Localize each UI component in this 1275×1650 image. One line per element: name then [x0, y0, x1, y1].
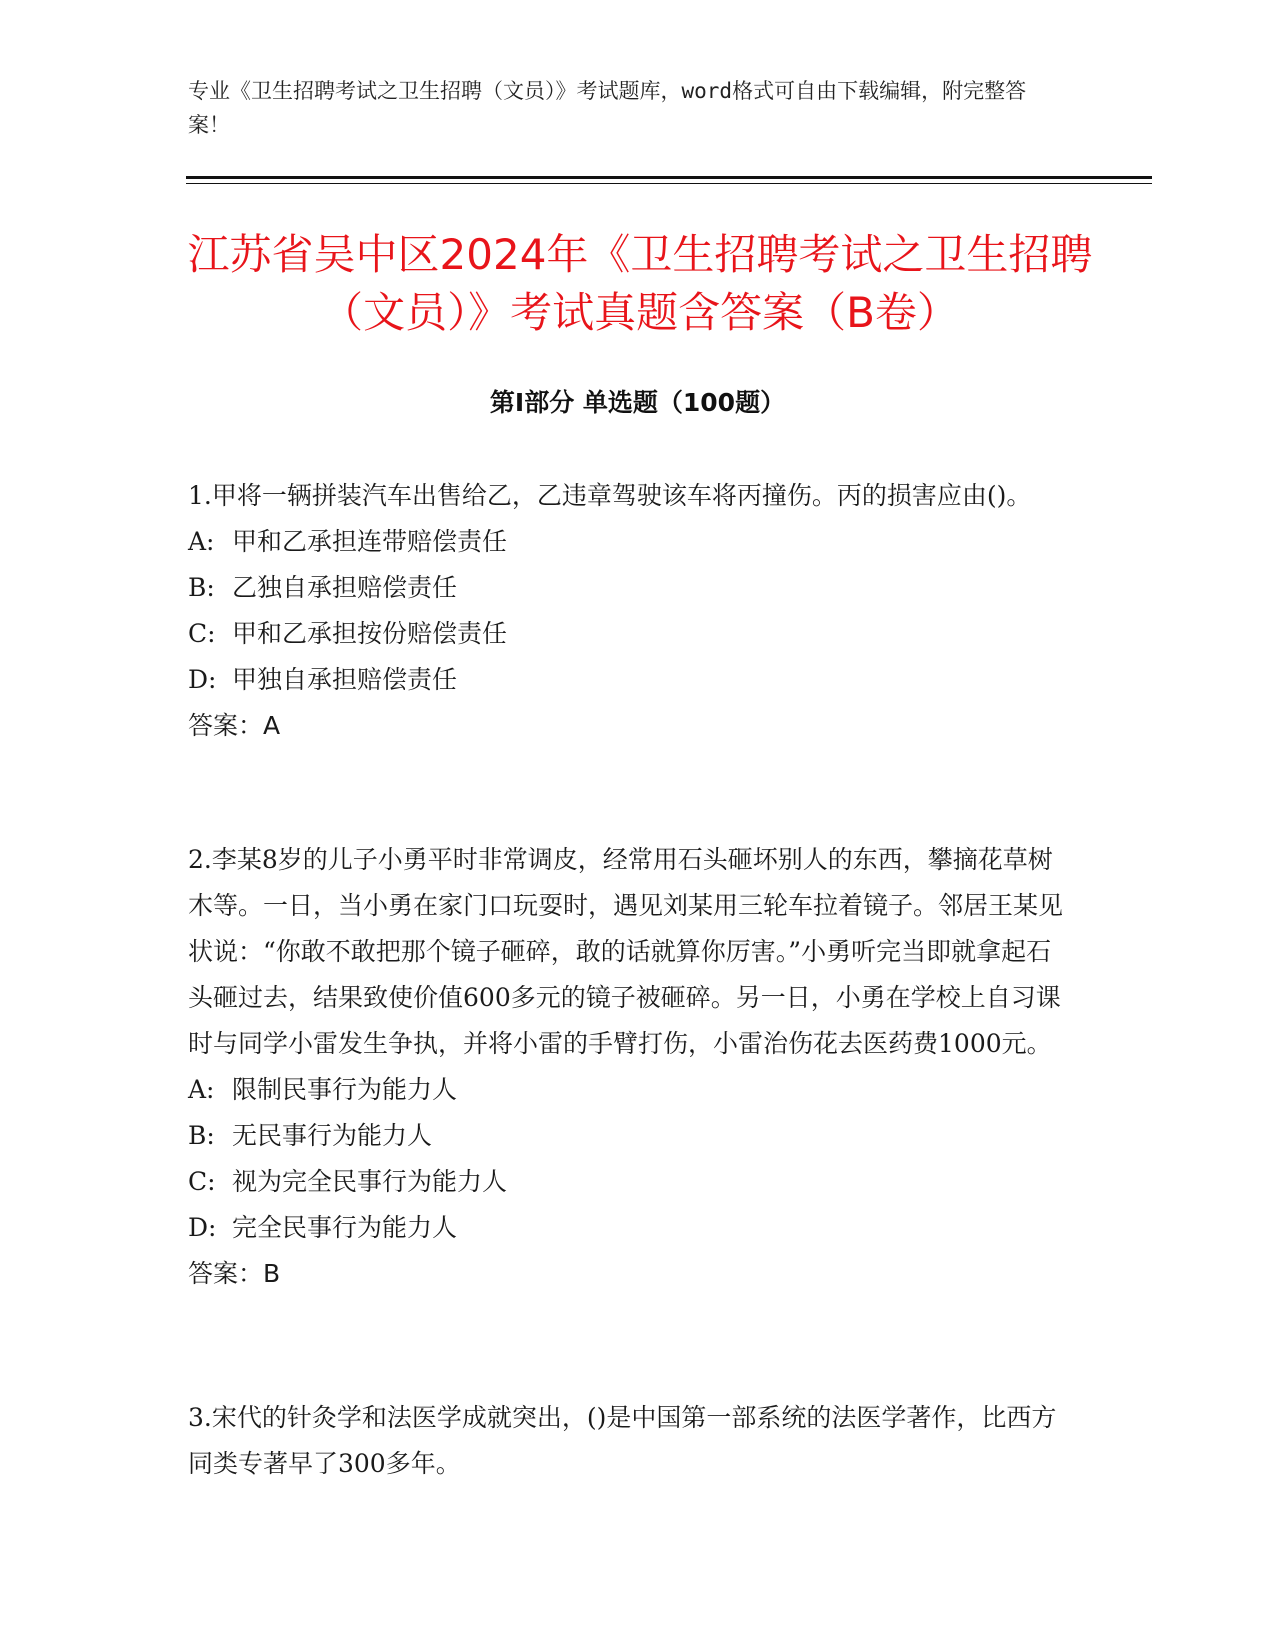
question-stem: 1.甲将一辆拼装汽车出售给乙，乙违章驾驶该车将丙撞伤。丙的损害应由()。: [188, 481, 1032, 510]
option-text: 完全民事行为能力人: [232, 1213, 458, 1242]
option-key: B:: [188, 1121, 215, 1150]
option-key: D:: [188, 665, 217, 694]
answer: 答案：B: [188, 1259, 281, 1288]
question-stem: 2.李某8岁的儿子小勇平时非常调皮，经常用石头砸坏别人的东西，攀摘花草树木等。一日，当小勇在家门口玩耍时，遇见刘某用三轮车拉着镜子。邻居王某见状说：“你敢不敢把那个镜子砸碎，敢的话就算你厉害。”小勇听完当即就拿起石头砸过去，结果致使价值600多元的镜子被砸碎。另一日，小勇在学校上自习课时与同学小雷发生争执，并将小雷的手臂打伤，小雷治伤花去医药费1000元。: [188, 845, 1064, 1058]
question-2: [188, 837, 1068, 1297]
option-key: C:: [188, 619, 216, 648]
header-note: 专业《卫生招聘考试之卫生招聘（文员）》考试题库，word格式可自由下载编辑，附完整答案！: [188, 79, 1027, 137]
option-a: [188, 519, 1068, 565]
option-text: 乙独自承担赔偿责任: [232, 573, 458, 602]
option-b: [188, 1113, 1068, 1159]
option-c: [188, 1159, 1068, 1205]
header-divider-thick: [186, 176, 1152, 179]
option-b: [188, 565, 1068, 611]
question-3: [188, 1395, 1068, 1487]
header-divider-thin: [186, 183, 1152, 184]
answer: 答案：A: [188, 711, 281, 740]
option-key: B:: [188, 573, 215, 602]
document-title: 江苏省吴中区2024年《卫生招聘考试之卫生招聘（文员）》考试真题含答案（B卷）: [187, 230, 1093, 337]
option-c: [188, 611, 1068, 657]
option-text: 无民事行为能力人: [232, 1121, 433, 1150]
question-1: [188, 473, 1068, 749]
option-key: D:: [188, 1213, 217, 1242]
section-title: 第Ⅰ部分 单选题（100题）: [489, 388, 786, 417]
option-d: [188, 1205, 1068, 1251]
option-d: [188, 657, 1068, 703]
option-key: A:: [188, 527, 215, 556]
option-key: A:: [188, 1075, 215, 1104]
option-text: 甲和乙承担连带赔偿责任: [232, 527, 508, 556]
question-stem: 3.宋代的针灸学和法医学成就突出，()是中国第一部系统的法医学著作，比西方同类专著早了300多年。: [188, 1403, 1057, 1478]
option-a: [188, 1067, 1068, 1113]
option-text: 甲和乙承担按份赔偿责任: [232, 619, 508, 648]
option-key: C:: [188, 1167, 216, 1196]
option-text: 甲独自承担赔偿责任: [232, 665, 458, 694]
option-text: 视为完全民事行为能力人: [232, 1167, 508, 1196]
option-text: 限制民事行为能力人: [232, 1075, 458, 1104]
